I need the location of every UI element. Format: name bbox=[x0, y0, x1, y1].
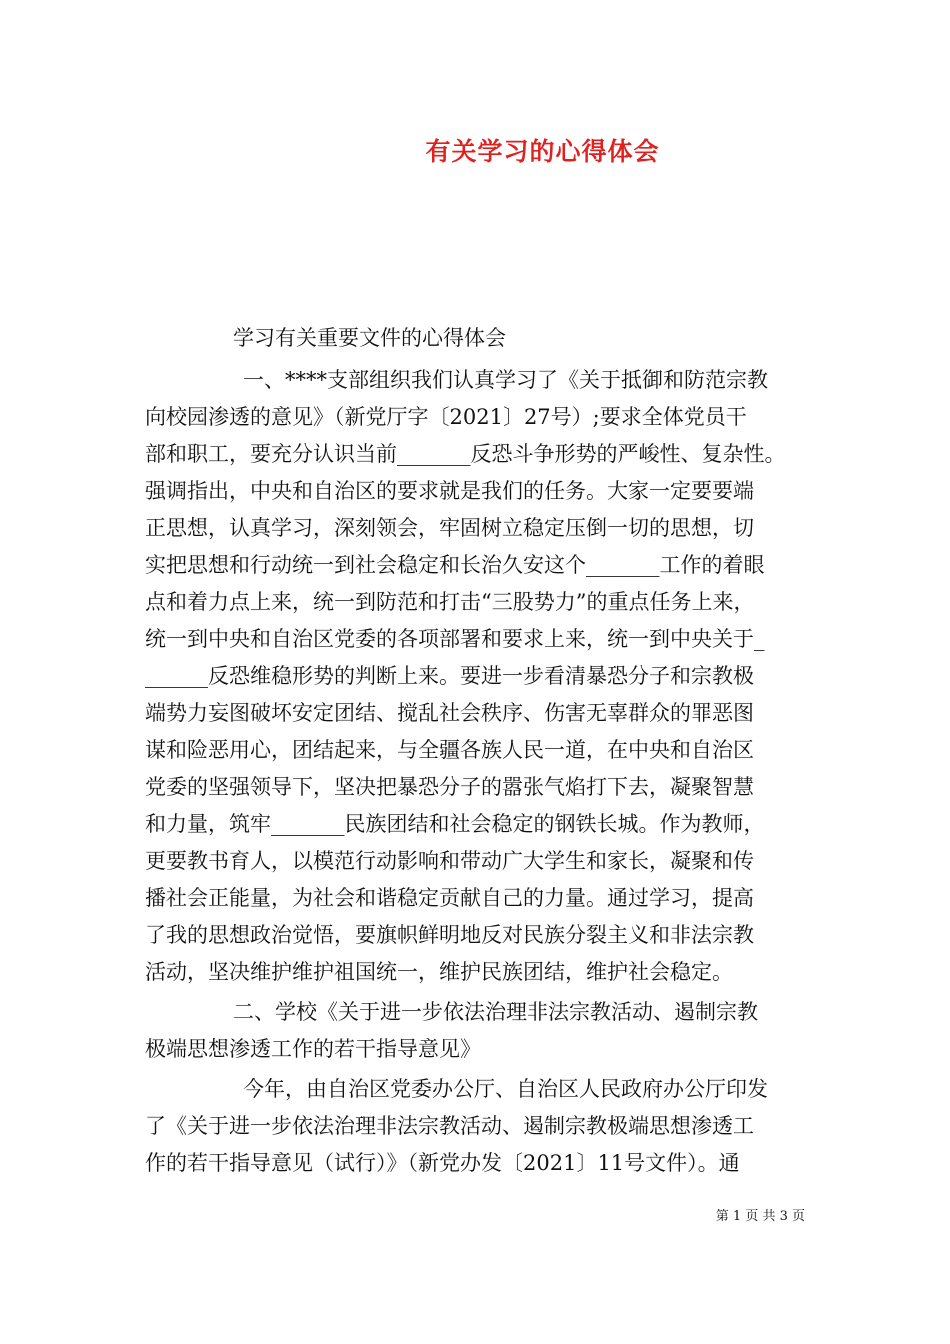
paragraph-line: 播社会正能量，为社会和谐稳定贡献自己的力量。通过学习，提高 bbox=[145, 886, 754, 910]
paragraph-line: 端势力妄图破坏安定团结、搅乱社会秩序、伤害无辜群众的罪恶图 bbox=[145, 701, 754, 725]
paragraph-line: 实把思想和行动统一到社会稳定和长治久安这个_______工作的着眼 bbox=[145, 553, 765, 577]
paragraph-line: 党委的坚强领导下，坚决把暴恐分子的嚣张气焰打下去，凝聚智慧 bbox=[145, 775, 754, 799]
paragraph-line: 更要教书育人，以模范行动影响和带动广大学生和家长，凝聚和传 bbox=[145, 849, 754, 873]
paragraph-line: 点和着力点上来，统一到防范和打击“三股势力”的重点任务上来， bbox=[145, 590, 755, 614]
paragraph-line: 了我的思想政治觉悟，要旗帜鲜明地反对民族分裂主义和非法宗教 bbox=[145, 923, 754, 947]
paragraph-line: 一、****支部组织我们认真学习了《关于抵御和防范宗教 bbox=[243, 368, 768, 392]
paragraph-line: 强调指出，中央和自治区的要求就是我们的任务。大家一定要要端 bbox=[145, 479, 754, 503]
paragraph-line: 谋和险恶用心，团结起来，与全疆各族人民一道，在中央和自治区 bbox=[145, 738, 754, 762]
paragraph-line: 二、学校《关于进一步依法治理非法宗教活动、遏制宗教 bbox=[233, 1000, 758, 1024]
paragraph-line: 正思想，认真学习，深刻领会，牢固树立稳定压倒一切的思想，切 bbox=[145, 516, 754, 540]
paragraph-line: 极端思想渗透工作的若干指导意见》 bbox=[145, 1037, 481, 1061]
paragraph-line: 了《关于进一步依法治理非法宗教活动、遏制宗教极端思想渗透工 bbox=[145, 1114, 754, 1138]
paragraph-line: 今年，由自治区党委办公厅、自治区人民政府办公厅印发 bbox=[243, 1077, 768, 1101]
paragraph-line: 部和职工，要充分认识当前_______反恐斗争形势的严峻性、复杂性。 bbox=[145, 442, 786, 466]
paragraph-line: 和力量，筑牢_______民族团结和社会稳定的钢铁长城。作为教师， bbox=[145, 812, 765, 836]
paragraph-line: 统一到中央和自治区党委的各项部署和要求上来，统一到中央关于_ bbox=[145, 627, 765, 651]
paragraph-line: 作的若干指导意见（试行）》（新党办发〔2021〕11号文件）。通 bbox=[145, 1151, 740, 1175]
document-title: 有关学习的心得体会 bbox=[425, 137, 660, 166]
paragraph-line: ______反恐维稳形势的判断上来。要进一步看清暴恐分子和宗教极 bbox=[145, 664, 754, 688]
document-subtitle: 学习有关重要文件的心得体会 bbox=[233, 326, 506, 350]
paragraph-line: 向校园渗透的意见》（新党厅字〔2021〕27号）;要求全体党员干 bbox=[145, 405, 747, 429]
paragraph-line: 活动，坚决维护维护祖国统一，维护民族团结，维护社会稳定。 bbox=[145, 960, 733, 984]
page-number: 第 1 页 共 3 页 bbox=[715, 1209, 805, 1224]
